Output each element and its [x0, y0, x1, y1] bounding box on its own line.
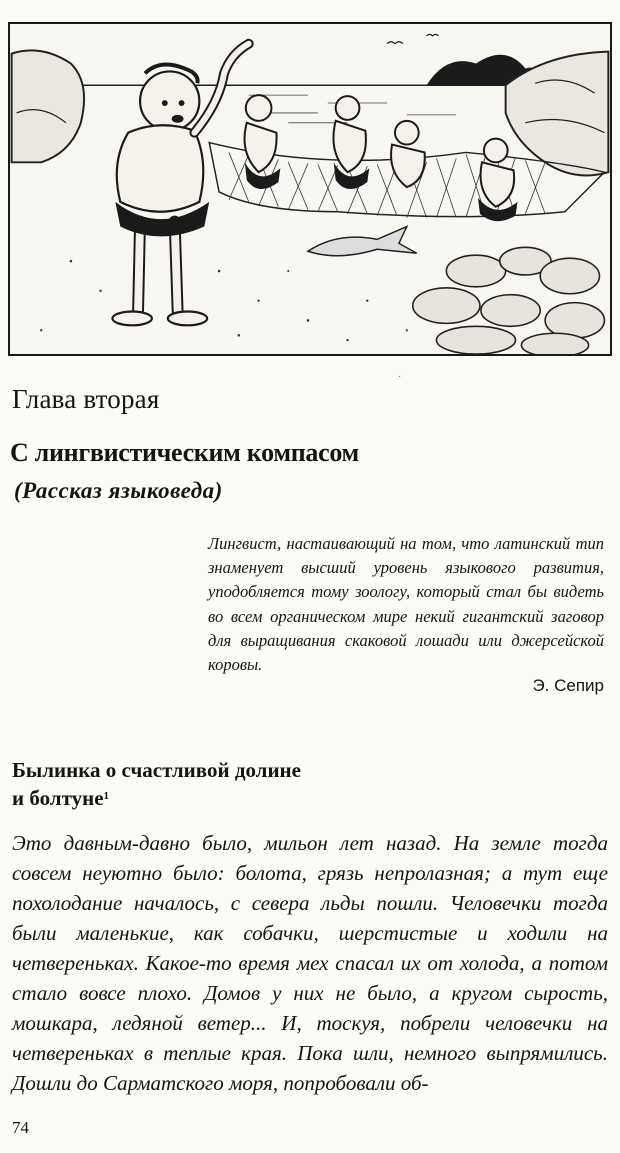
chapter-subtitle: (Рассказ языковеда)	[14, 478, 223, 503]
section-title-line1: Былинка о счастливой долине	[12, 758, 301, 782]
body-paragraph: Это давным-давно было, мильон лет назад. На земле тогда совсем неуютно было: болота, грязь непролазная; а тут еще похолодание началось, с севера льды пошли. Человечки тогда были маленькие, как собачки, шерстистые и ходили на четвереньках. Какое-то время мех спасал их от холода, а потом стало вовсе плохо. Домов у них не было, а кругом сырость, мошкара, ледяной ветер... И, тоскуя, побрели человечки на четвереньках в теплые края. Пока шли, немного выпрямились. Дошли до Сарматского моря, попробовали об-	[12, 831, 608, 1095]
page-number: 74	[12, 1118, 29, 1137]
print-speck: ·	[398, 372, 402, 383]
chapter-label: Глава вторая	[12, 384, 160, 414]
epigraph-text: Лингвист, настаивающий на том, что латинский тип знаменует высший уровень языкового развития, уподобляется тому зоологу, который стал бы видеть во всем органическом мире некий гигантский заговор для выращивания скаковой лошади или джерсейской коровы.	[208, 534, 604, 675]
cartoon-illustration	[8, 22, 612, 356]
footnote-mark: 1	[103, 790, 110, 802]
section-title-line2: и болтуне	[12, 786, 104, 810]
cartoon-drawing	[10, 24, 610, 354]
epigraph-author: Э. Сепир	[532, 676, 604, 695]
section-title	[12, 756, 301, 812]
chapter-title: С лингвистическим компасом	[10, 438, 359, 467]
